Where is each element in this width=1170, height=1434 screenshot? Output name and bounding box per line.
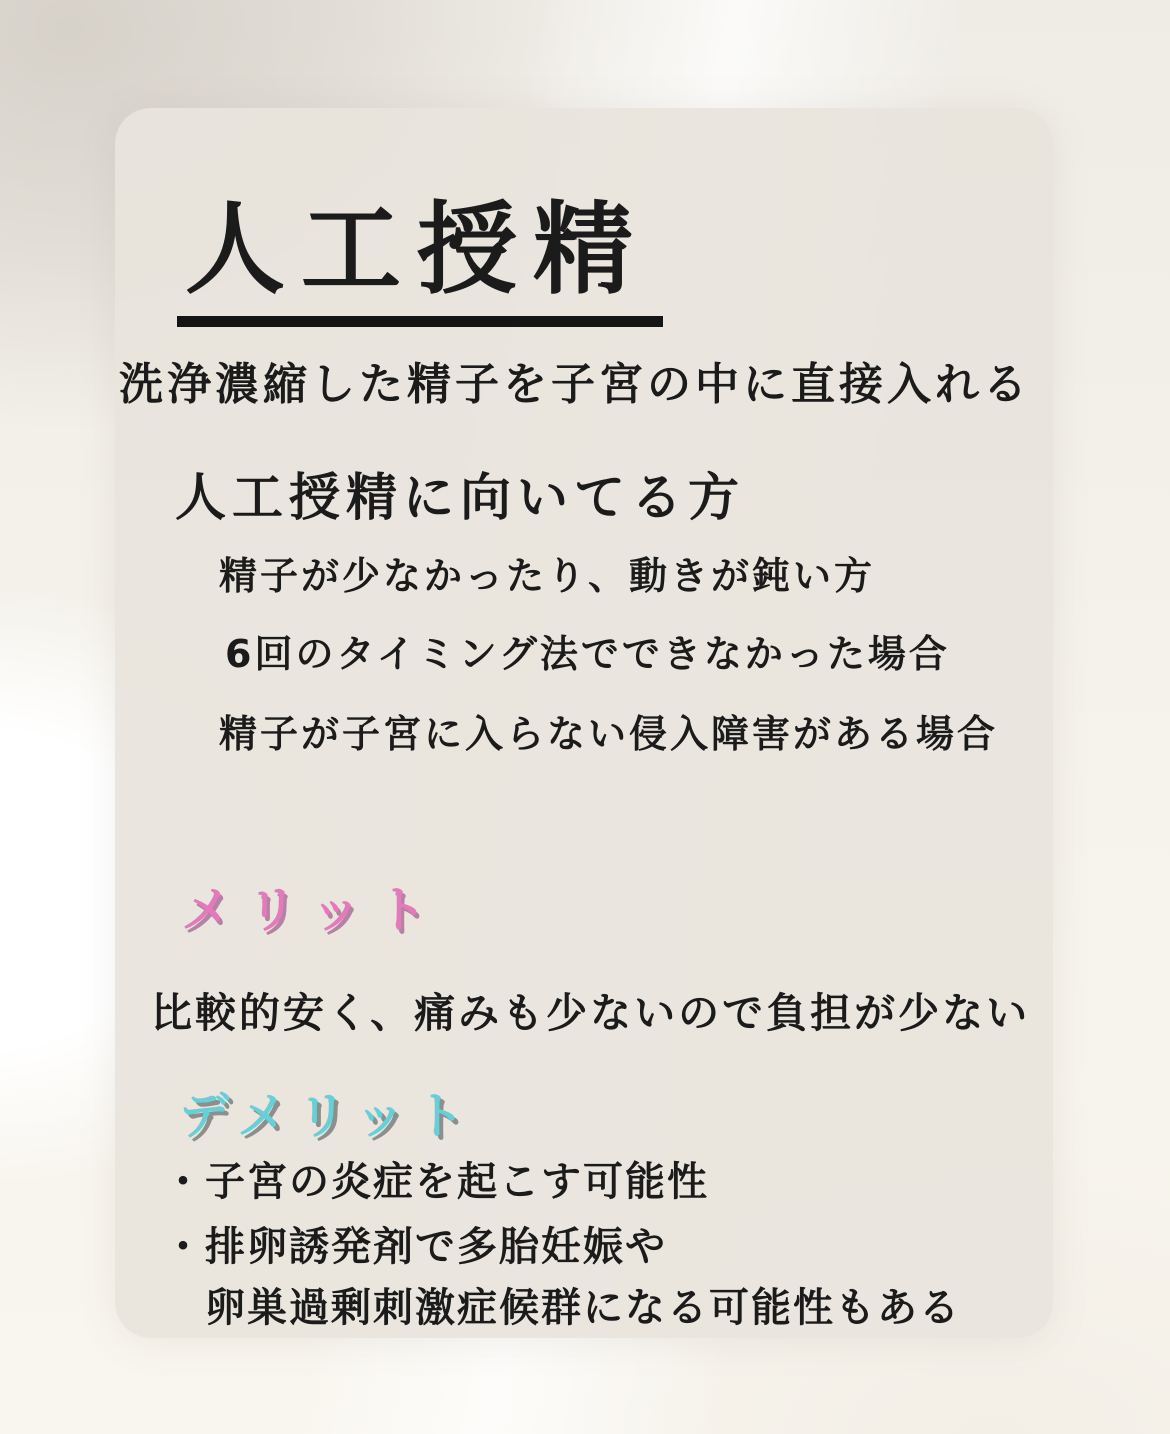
merit-section-label: メリット [181, 881, 443, 939]
suited-item: 精子が子宮に入らない侵入障害がある場合 [219, 712, 999, 756]
suited-item: 精子が少なかったり、動きが鈍い方 [219, 554, 876, 598]
page-title: 人工授精 [177, 200, 663, 327]
content-card [115, 108, 1053, 1338]
demerit-section-label: デメリット [179, 1087, 475, 1145]
demerit-item: 卵巣過剰刺激症候群になる可能性もある [205, 1285, 961, 1331]
demerit-item: ・排卵誘発剤で多胎妊娠や [163, 1224, 667, 1270]
subtitle: 洗浄濃縮した精子を子宮の中に直接入れる [119, 359, 1031, 410]
suited-section-heading: 人工授精に向いてる方 [175, 469, 746, 528]
merit-text: 比較的安く、痛みも少ないので負担が少ない [151, 989, 1031, 1037]
suited-item: 6回のタイミング法でできなかった場合 [225, 632, 950, 676]
demerit-item: ・子宮の炎症を起こす可能性 [163, 1159, 709, 1205]
